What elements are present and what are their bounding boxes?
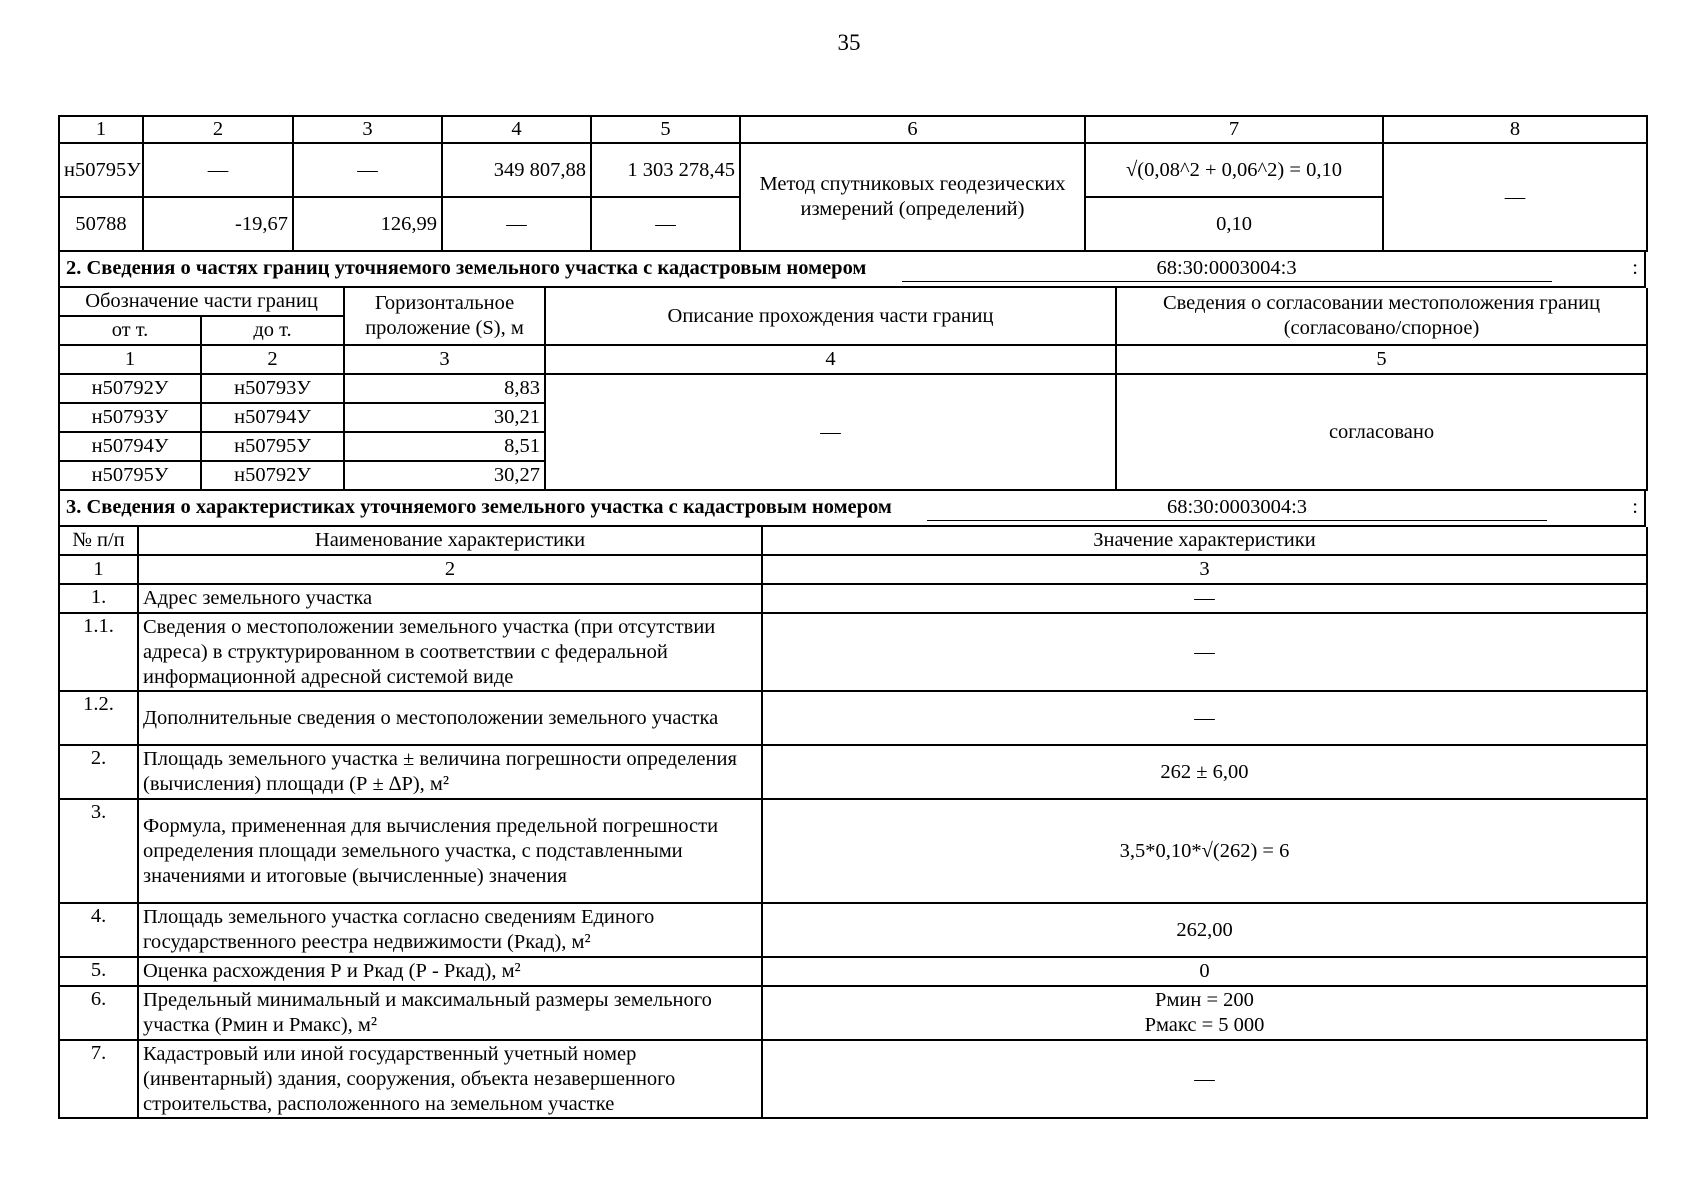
characteristic-value: — — [762, 1040, 1647, 1118]
boundary-parts-table — [58, 288, 1648, 491]
column-numbers-row — [59, 116, 1647, 143]
part-header: Обозначение части границ — [59, 288, 344, 316]
section3-title-text: 3. Сведения о характеристиках уточняемого земельного участка с кадастровым номером — [66, 496, 892, 518]
to-point: н50795У — [201, 432, 344, 461]
col-num: 3 — [762, 555, 1647, 584]
document-sheet — [58, 115, 1646, 1119]
agreement-cell: согласовано — [1116, 374, 1647, 490]
row-number: 1.1. — [59, 613, 138, 691]
col-num: 3 — [293, 116, 442, 143]
from-point: н50792У — [59, 374, 201, 403]
y-coordinate: 1 303 278,45 — [591, 143, 740, 197]
table-row — [59, 584, 1647, 613]
characteristic-value: — — [762, 584, 1647, 613]
name-header: Наименование характеристики — [138, 527, 762, 555]
characteristic-name: Сведения о местоположении земельного участка (при отсутствии адреса) в структурированном в соответствии с федеральной информационной адресной системой виде — [138, 613, 762, 691]
col-num: 2 — [201, 345, 344, 374]
colon: : — [1632, 257, 1638, 279]
section3-cadastral-number: 68:30:0003004:3 — [927, 495, 1547, 521]
agreement-header: Сведения о согласовании местоположения границ (согласовано/спорное) — [1116, 288, 1647, 345]
row-number: 5. — [59, 957, 138, 986]
description-header: Описание прохождения части границ — [545, 288, 1116, 345]
colon: : — [1632, 496, 1638, 518]
col-num: 5 — [591, 116, 740, 143]
table-row — [59, 613, 1647, 691]
value-header: Значение характеристики — [762, 527, 1647, 555]
row-number: 4. — [59, 903, 138, 957]
col-num: 8 — [1383, 116, 1647, 143]
col-num: 2 — [138, 555, 762, 584]
characteristic-name: Площадь земельного участка ± величина погрешности определения (вычисления) площади (Р ± ∆Р), м² — [138, 745, 762, 799]
section2-title-table — [58, 252, 1646, 288]
to-point: н50793У — [201, 374, 344, 403]
table-row — [59, 957, 1647, 986]
row-number: 1.2. — [59, 691, 138, 745]
table-cell: -19,67 — [143, 197, 293, 251]
from-header: от т. — [59, 316, 201, 345]
col-num: 4 — [442, 116, 591, 143]
to-point: н50794У — [201, 403, 344, 432]
method-cell: Метод спутниковых геодезических измерений (определений) — [740, 143, 1085, 251]
x-coordinate: 349 807,88 — [442, 143, 591, 197]
page-number: 35 — [837, 30, 861, 55]
point-name: н50795У — [59, 143, 143, 197]
row-number: 7. — [59, 1040, 138, 1118]
y-coordinate: — — [591, 197, 740, 251]
table-row — [59, 799, 1647, 903]
row-number: 2. — [59, 745, 138, 799]
row-number: 1. — [59, 584, 138, 613]
coordinates-table — [58, 115, 1648, 252]
point-name: 50788 — [59, 197, 143, 251]
accuracy-cell: √(0,08^2 + 0,06^2) = 0,10 — [1085, 143, 1383, 197]
table-cell: — — [293, 143, 442, 197]
col-num: 6 — [740, 116, 1085, 143]
row-number: 3. — [59, 799, 138, 903]
characteristic-name: Площадь земельного участка согласно сведениям Единого государственного реестра недвижимости (Ркад), м² — [138, 903, 762, 957]
to-point: н50792У — [201, 461, 344, 490]
table-cell: — — [1383, 143, 1647, 251]
table-cell: — — [143, 143, 293, 197]
characteristics-table — [58, 527, 1648, 1119]
horizontal-distance: 30,21 — [344, 403, 545, 432]
description-cell: — — [545, 374, 1116, 490]
min-size-value: Рмин = 200 — [1155, 989, 1254, 1011]
section2-cadastral-number: 68:30:0003004:3 — [902, 256, 1552, 282]
table-row — [59, 1040, 1647, 1118]
section2-title — [59, 252, 1645, 287]
from-point: н50795У — [59, 461, 201, 490]
horizontal-distance: 8,83 — [344, 374, 545, 403]
col-num: 4 — [545, 345, 1116, 374]
characteristic-value: 262,00 — [762, 903, 1647, 957]
characteristic-value: 262 ± 6,00 — [762, 745, 1647, 799]
col-num: 1 — [59, 116, 143, 143]
max-size-value: Рмакс = 5 000 — [1144, 1014, 1265, 1036]
column-numbers-row — [59, 345, 1647, 374]
row-number: 6. — [59, 986, 138, 1040]
characteristic-value: — — [762, 613, 1647, 691]
section3-title-table — [58, 491, 1646, 527]
accuracy-cell: 0,10 — [1085, 197, 1383, 251]
characteristic-name: Кадастровый или иной государственный учетный номер (инвентарный) здания, сооружения, объекта незавершенного строительства, расположенного на земельном участке — [138, 1040, 762, 1118]
col-num: 5 — [1116, 345, 1647, 374]
to-header: до т. — [201, 316, 344, 345]
horizontal-header: Горизонтальное проложение (S), м — [344, 288, 545, 345]
table-row — [59, 903, 1647, 957]
characteristic-name: Формула, примененная для вычисления предельной погрешности определения площади земельного участка, с подставленными значениями и итоговые (вычисленные) значения — [138, 799, 762, 903]
characteristic-name: Оценка расхождения Р и Ркад (Р - Ркад), м² — [138, 957, 762, 986]
col-num: 1 — [59, 345, 201, 374]
table-row — [59, 374, 1647, 403]
section3-title — [59, 491, 1645, 526]
characteristic-name: Адрес земельного участка — [138, 584, 762, 613]
section2-title-text: 2. Сведения о частях границ уточняемого земельного участка с кадастровым номером — [66, 257, 867, 279]
column-numbers-row — [59, 555, 1647, 584]
characteristic-value — [762, 986, 1647, 1040]
characteristic-value: 0 — [762, 957, 1647, 986]
table-row — [59, 691, 1647, 745]
num-header: № п/п — [59, 527, 138, 555]
col-num: 3 — [344, 345, 545, 374]
col-num: 1 — [59, 555, 138, 584]
table-row — [59, 745, 1647, 799]
table-row — [59, 986, 1647, 1040]
horizontal-distance: 8,51 — [344, 432, 545, 461]
table-cell: 126,99 — [293, 197, 442, 251]
col-num: 2 — [143, 116, 293, 143]
from-point: н50793У — [59, 403, 201, 432]
characteristic-name: Дополнительные сведения о местоположении земельного участка — [138, 691, 762, 745]
characteristic-value: 3,5*0,10*√(262) = 6 — [762, 799, 1647, 903]
characteristic-value: — — [762, 691, 1647, 745]
x-coordinate: — — [442, 197, 591, 251]
from-point: н50794У — [59, 432, 201, 461]
col-num: 7 — [1085, 116, 1383, 143]
table-row — [59, 143, 1647, 197]
characteristic-name: Предельный минимальный и максимальный размеры земельного участка (Рмин и Рмакс), м² — [138, 986, 762, 1040]
horizontal-distance: 30,27 — [344, 461, 545, 490]
